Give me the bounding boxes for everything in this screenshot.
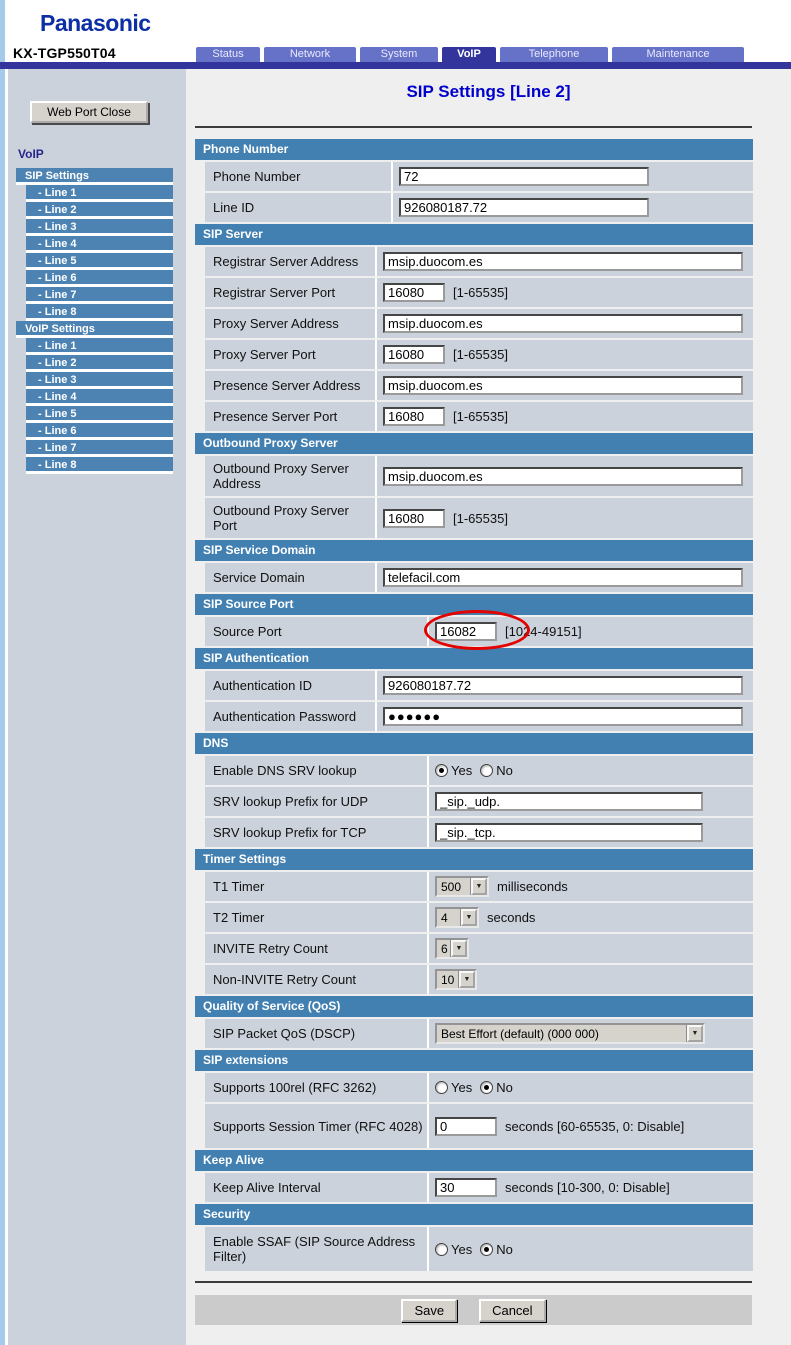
source-port-input[interactable] [435, 622, 497, 641]
field-label: Registrar Server Port [205, 278, 377, 307]
t2-timer-select[interactable] [435, 907, 479, 928]
unit-label: seconds [487, 910, 536, 925]
row-t1-timer [195, 872, 753, 901]
selected-value: 6 [437, 940, 451, 957]
dropdown-arrow-icon: ▼ [687, 1025, 703, 1042]
sidebar-item-voip-line-5[interactable]: - Line 5 [26, 406, 173, 423]
section-header: SIP Authentication [195, 648, 753, 669]
dns-srv-no-radio[interactable] [480, 764, 493, 777]
sidebar-nav-title: VoIP [18, 147, 44, 161]
top-tab-bar [196, 47, 744, 62]
sidebar-menu [8, 168, 186, 474]
row-presence-port [195, 402, 753, 431]
row-proxy-address [195, 309, 753, 338]
main-content [186, 69, 791, 1345]
registrar-server-address-input[interactable] [383, 252, 743, 271]
invite-retry-select[interactable] [435, 938, 469, 959]
section-phone-number [195, 139, 753, 222]
sidebar-item-voip-line-1[interactable]: - Line 1 [26, 338, 173, 355]
outbound-proxy-port-input[interactable] [383, 509, 445, 528]
settings-form [195, 139, 753, 1325]
radio-label-yes: Yes [451, 1080, 473, 1095]
sidebar-item-sip-line-6[interactable]: - Line 6 [26, 270, 173, 287]
section-header: SIP extensions [195, 1050, 753, 1071]
field-label: SRV lookup Prefix for TCP [205, 818, 429, 847]
sidebar-item-sip-line-4[interactable]: - Line 4 [26, 236, 173, 253]
field-label: Service Domain [205, 563, 377, 592]
field-label: Line ID [205, 193, 393, 222]
row-authentication-id [195, 671, 753, 700]
service-domain-input[interactable] [383, 568, 743, 587]
section-header: Security [195, 1204, 753, 1225]
field-label: INVITE Retry Count [205, 934, 429, 963]
field-label: Outbound Proxy Server Port [205, 498, 377, 538]
port-range-hint: [1-65535] [453, 347, 508, 362]
sidebar [8, 69, 186, 1345]
row-dns-srv-lookup [195, 756, 753, 785]
section-service-domain [195, 540, 753, 592]
non-invite-retry-select[interactable] [435, 969, 477, 990]
section-sip-authentication [195, 648, 753, 731]
section-header: Keep Alive [195, 1150, 753, 1171]
tab-telephone[interactable]: Telephone [500, 47, 608, 62]
tab-system[interactable]: System [360, 47, 438, 62]
sidebar-item-voip-line-3[interactable]: - Line 3 [26, 372, 173, 389]
session-timer-input[interactable] [435, 1117, 497, 1136]
row-keep-alive-interval [195, 1173, 753, 1202]
srv-prefix-udp-input[interactable] [435, 792, 703, 811]
radio-label-no: No [496, 1080, 513, 1095]
row-registrar-address [195, 247, 753, 276]
field-label: SIP Packet QoS (DSCP) [205, 1019, 429, 1048]
field-label: Proxy Server Address [205, 309, 377, 338]
srv-prefix-tcp-input[interactable] [435, 823, 703, 842]
divider [195, 126, 752, 128]
field-label: Supports 100rel (RFC 3262) [205, 1073, 429, 1102]
row-registrar-port [195, 278, 753, 307]
section-timer-settings [195, 849, 753, 994]
sidebar-item-sip-line-5[interactable]: - Line 5 [26, 253, 173, 270]
action-bar [195, 1295, 752, 1325]
sidebar-item-voip-line-6[interactable]: - Line 6 [26, 423, 173, 440]
sidebar-item-sip-line-1[interactable]: - Line 1 [26, 185, 173, 202]
field-label: T1 Timer [205, 872, 429, 901]
keep-alive-range-hint: seconds [10-300, 0: Disable] [505, 1180, 670, 1195]
row-non-invite-retry [195, 965, 753, 994]
tab-voip[interactable]: VoIP [442, 47, 496, 62]
sidebar-item-voip-line-7[interactable]: - Line 7 [26, 440, 173, 457]
page-title: SIP Settings [Line 2] [406, 82, 571, 101]
field-label: T2 Timer [205, 903, 429, 932]
field-label: Supports Session Timer (RFC 4028) [205, 1104, 429, 1148]
registrar-server-port-input[interactable] [383, 283, 445, 302]
panasonic-logo: Panasonic [40, 10, 151, 36]
port-range-hint: [1-65535] [453, 285, 508, 300]
row-proxy-port [195, 340, 753, 369]
row-t2-timer [195, 903, 753, 932]
section-dns [195, 733, 753, 847]
section-header: Outbound Proxy Server [195, 433, 753, 454]
row-supports-100rel [195, 1073, 753, 1102]
row-outbound-port [195, 498, 753, 538]
section-header: SIP Server [195, 224, 753, 245]
row-presence-address [195, 371, 753, 400]
divider [195, 1281, 752, 1283]
tab-network[interactable]: Network [264, 47, 356, 62]
field-label: Non-INVITE Retry Count [205, 965, 429, 994]
row-sip-packet-qos [195, 1019, 753, 1048]
dns-srv-yes-radio[interactable] [435, 764, 448, 777]
field-label: Proxy Server Port [205, 340, 377, 369]
proxy-server-port-input[interactable] [383, 345, 445, 364]
section-sip-extensions [195, 1050, 753, 1148]
row-enable-ssaf [195, 1227, 753, 1271]
phone-number-input[interactable] [399, 167, 649, 186]
field-label: Enable SSAF (SIP Source Address Filter) [205, 1227, 429, 1271]
dropdown-arrow-icon: ▼ [471, 878, 487, 895]
authentication-id-input[interactable] [383, 676, 743, 695]
section-source-port [195, 594, 753, 646]
sidebar-item-voip-settings[interactable]: VoIP Settings [16, 321, 173, 338]
sidebar-item-sip-line-3[interactable]: - Line 3 [26, 219, 173, 236]
row-outbound-address [195, 456, 753, 496]
selected-value: Best Effort (default) (000 000) [437, 1025, 687, 1042]
line-id-input[interactable] [399, 198, 649, 217]
dropdown-arrow-icon: ▼ [461, 909, 477, 926]
ssaf-yes-radio[interactable] [435, 1243, 448, 1256]
section-qos [195, 996, 753, 1048]
section-header: SIP Source Port [195, 594, 753, 615]
port-range-hint: [1-65535] [453, 409, 508, 424]
ssaf-no-radio[interactable] [480, 1243, 493, 1256]
sidebar-item-sip-settings[interactable]: SIP Settings [16, 168, 173, 185]
section-sip-server [195, 224, 753, 431]
port-range-hint: [1024-49151] [505, 624, 582, 639]
row-authentication-password [195, 702, 753, 731]
field-label: Phone Number [205, 162, 393, 191]
unit-label: milliseconds [497, 879, 568, 894]
field-label: Enable DNS SRV lookup [205, 756, 429, 785]
selected-value: 10 [437, 971, 459, 988]
device-model-label: KX-TGP550T04 [13, 45, 116, 61]
section-header: Timer Settings [195, 849, 753, 870]
selected-value: 4 [437, 909, 461, 926]
authentication-password-input[interactable] [383, 707, 743, 726]
sidebar-item-voip-line-2[interactable]: - Line 2 [26, 355, 173, 372]
sidebar-item-voip-line-4[interactable]: - Line 4 [26, 389, 173, 406]
section-header: Quality of Service (QoS) [195, 996, 753, 1017]
dropdown-arrow-icon: ▼ [459, 971, 475, 988]
radio-label-yes: Yes [451, 763, 473, 778]
cancel-button[interactable]: Cancel [479, 1299, 545, 1322]
proxy-server-address-input[interactable] [383, 314, 743, 333]
100rel-yes-radio[interactable] [435, 1081, 448, 1094]
row-invite-retry [195, 934, 753, 963]
row-line-id [195, 193, 753, 222]
field-label: Source Port [205, 617, 429, 646]
section-outbound-proxy [195, 433, 753, 538]
radio-label-yes: Yes [451, 1241, 473, 1257]
tab-maintenance[interactable]: Maintenance [612, 47, 744, 62]
tab-status[interactable]: Status [196, 47, 260, 62]
field-label: Presence Server Address [205, 371, 377, 400]
field-label: Outbound Proxy Server Address [205, 456, 377, 496]
field-label: Authentication Password [205, 702, 377, 731]
save-button[interactable]: Save [401, 1299, 457, 1322]
row-srv-prefix-tcp [195, 818, 753, 847]
radio-label-no: No [496, 763, 513, 778]
sidebar-item-voip-line-8[interactable]: - Line 8 [26, 457, 173, 474]
radio-label-no: No [496, 1241, 513, 1257]
row-session-timer [195, 1104, 753, 1148]
presence-server-port-input[interactable] [383, 407, 445, 426]
tab-bar-underline [0, 62, 791, 69]
selected-value: 500 [437, 878, 471, 895]
t1-timer-select[interactable] [435, 876, 489, 897]
keep-alive-interval-input[interactable] [435, 1178, 497, 1197]
section-keep-alive [195, 1150, 753, 1202]
presence-server-address-input[interactable] [383, 376, 743, 395]
row-service-domain [195, 563, 753, 592]
field-label: Keep Alive Interval [205, 1173, 429, 1202]
field-label: Authentication ID [205, 671, 377, 700]
dropdown-arrow-icon: ▼ [451, 940, 467, 957]
row-srv-prefix-udp [195, 787, 753, 816]
field-label: Registrar Server Address [205, 247, 377, 276]
row-source-port [195, 617, 753, 646]
section-header: SIP Service Domain [195, 540, 753, 561]
row-phone-number [195, 162, 753, 191]
field-label: SRV lookup Prefix for UDP [205, 787, 429, 816]
sidebar-item-sip-line-8[interactable]: - Line 8 [26, 304, 173, 321]
sip-packet-qos-select[interactable] [435, 1023, 705, 1044]
field-label: Presence Server Port [205, 402, 377, 431]
outbound-proxy-address-input[interactable] [383, 467, 743, 486]
section-header: DNS [195, 733, 753, 754]
left-edge-strip [0, 0, 5, 1345]
sidebar-item-sip-line-2[interactable]: - Line 2 [26, 202, 173, 219]
session-timer-range-hint: seconds [60-65535, 0: Disable] [505, 1118, 685, 1134]
sidebar-item-sip-line-7[interactable]: - Line 7 [26, 287, 173, 304]
section-security [195, 1204, 753, 1271]
100rel-no-radio[interactable] [480, 1081, 493, 1094]
section-header: Phone Number [195, 139, 753, 160]
web-port-close-button[interactable]: Web Port Close [30, 101, 148, 123]
port-range-hint: [1-65535] [453, 510, 508, 526]
